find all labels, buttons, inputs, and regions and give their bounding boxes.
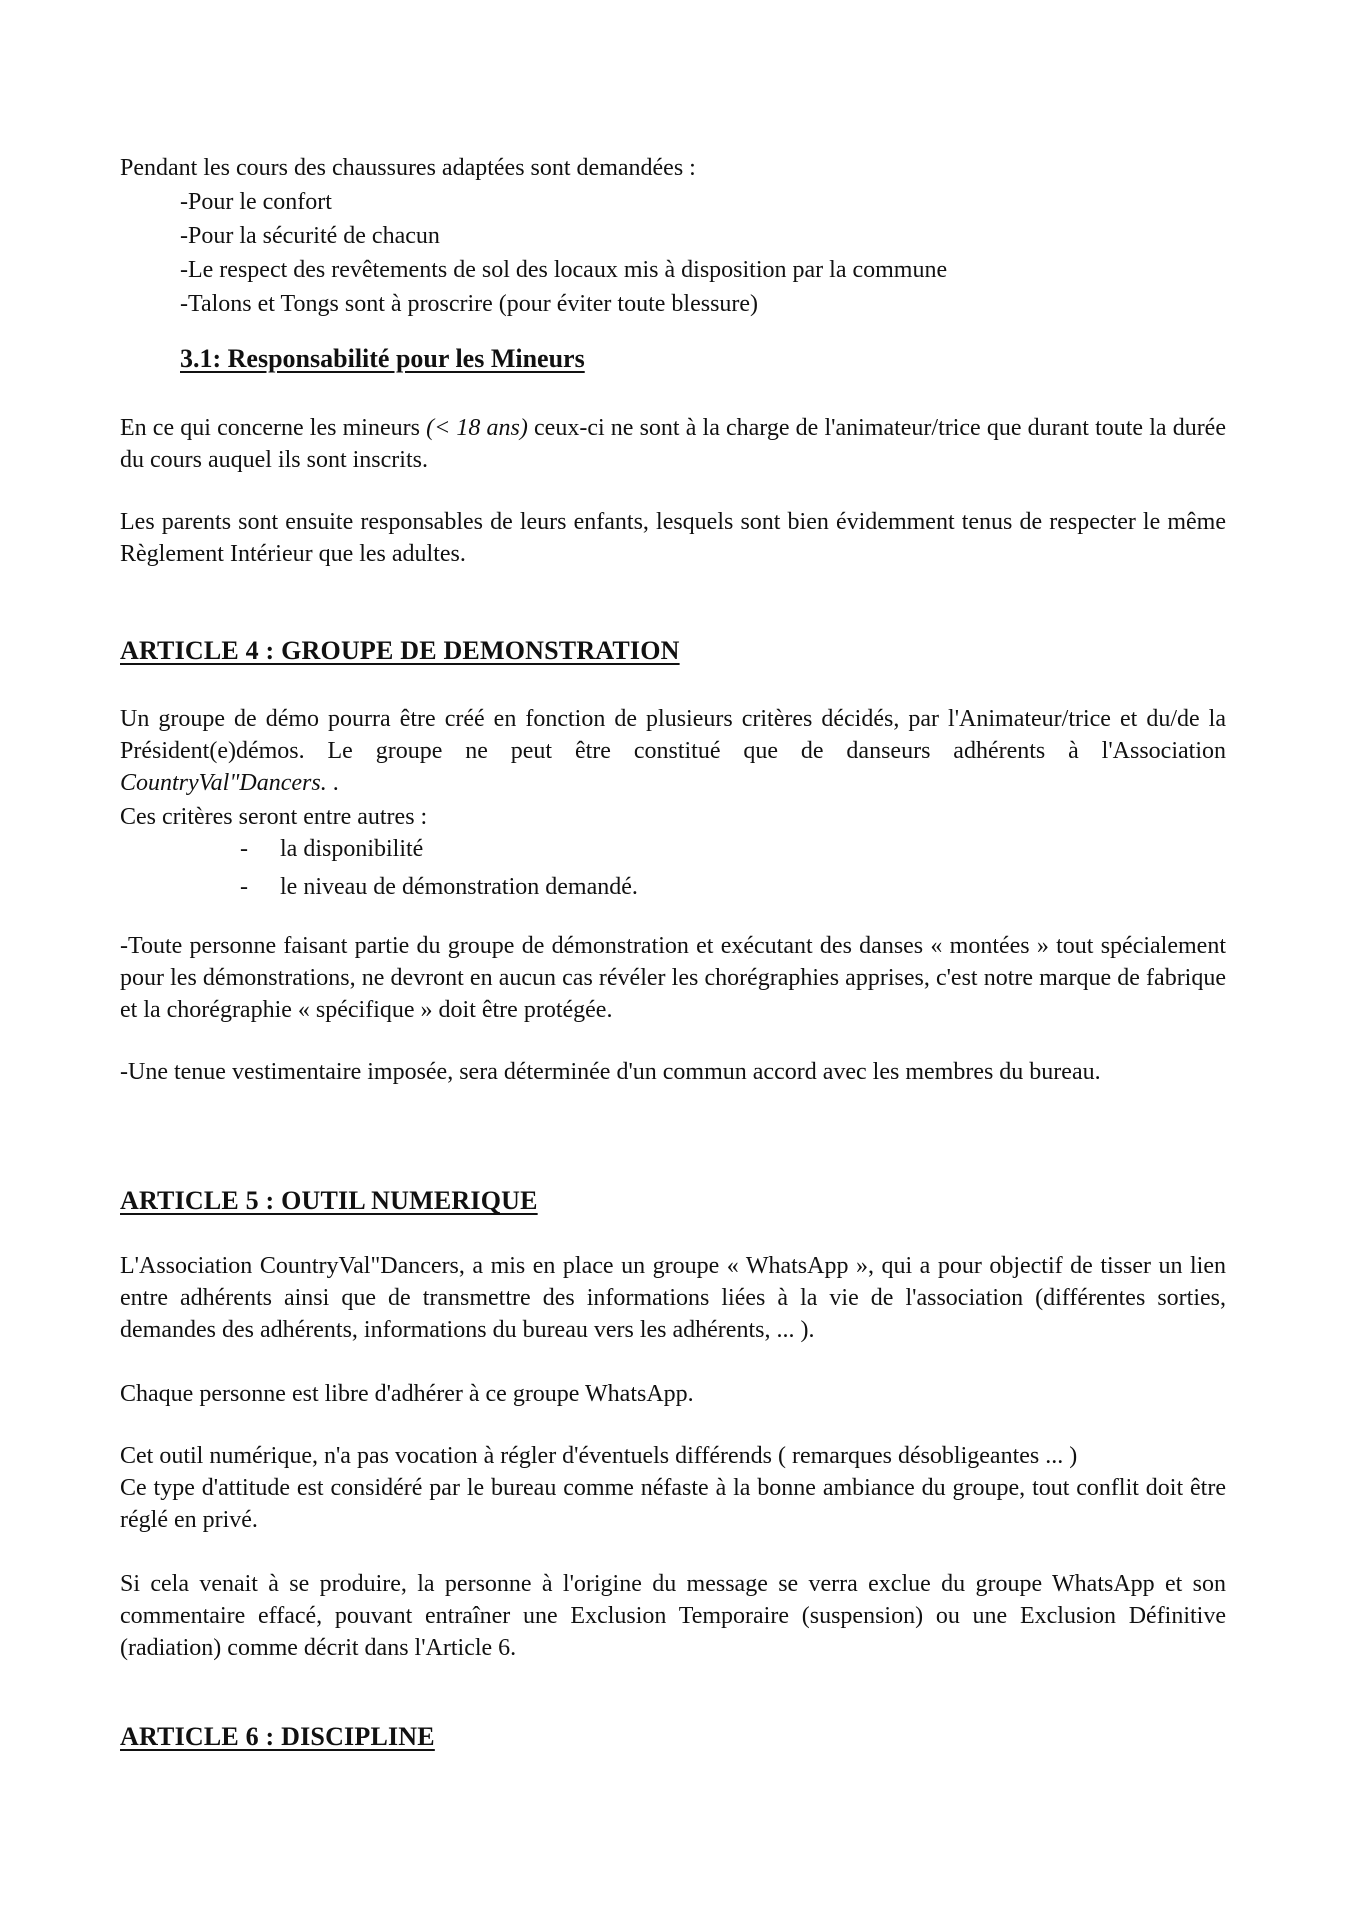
article-6-heading: ARTICLE 6 : DISCIPLINE [120, 1722, 435, 1751]
article-4-heading: ARTICLE 4 : GROUPE DE DEMONSTRATION [120, 636, 680, 665]
criteria-item [120, 833, 1226, 871]
text-span: . [326, 770, 339, 796]
text-span: En ce qui concerne les mineurs [120, 415, 427, 441]
exclusion-paragraph: Si cela venait à se produire, la personne à l'origine du message se verra exclue du groupe WhatsApp et son commentaire effacé, pouvant entraîner une Exclusion Temporaire (suspension) ou une Exclusion Définitive (radiation) comme décrit dans l'Article 6. [120, 1571, 1226, 1661]
text-span: Un groupe de démo pourra être créé en fonction de plusieurs critères décidés, par l'Animateur/trice et du/de la Président(e)démos. Le groupe ne peut être constitué que de danseurs adhérents à l'Association [120, 706, 1226, 764]
parents-paragraph: Les parents sont ensuite responsables de leurs enfants, lesquels sont bien évidemment tenus de respecter le même Règlement Intérieur que les adultes. [120, 509, 1226, 567]
demo-group-paragraph [120, 703, 1226, 799]
disputes-line: Cet outil numérique, n'a pas vocation à régler d'éventuels différends ( remarques désobligeantes ... ) [120, 1443, 1078, 1469]
dress-code-paragraph: -Une tenue vestimentaire imposée, sera déterminée d'un commun accord avec les membres du bureau. [120, 1059, 1101, 1085]
age-note: (< 18 ans) [426, 415, 528, 441]
article-5-heading: ARTICLE 5 : OUTIL NUMERIQUE [120, 1186, 538, 1215]
whatsapp-paragraph: L'Association CountryVal"Dancers, a mis en place un groupe « WhatsApp », qui a pour objectif de tisser un lien entre adhérents ainsi que de transmettre des informations liées à la vie de l'association (différentes sorties, demandes des adhérents, informations du bureau vers les adhérents, ... ). [120, 1253, 1226, 1343]
dash-bullet: - [240, 874, 248, 900]
dash-bullet: - [240, 836, 248, 862]
minors-paragraph [120, 412, 1226, 476]
demo-confidentiality-paragraph: -Toute personne faisant partie du groupe de démonstration et exécutant des danses « montées » tout spécialement pour les démonstrations, ne devront en aucun cas révéler les chorégraphies apprises, c'est notre marque de fabrique et la chorégraphie « spécifique » doit être protégée. [120, 933, 1226, 1023]
criteria-intro: Ces critères seront entre autres : [120, 804, 428, 830]
shoes-item-2: -Pour la sécurité de chacun [180, 223, 440, 249]
section-3-1-heading: 3.1: Responsabilité pour les Mineurs [180, 344, 585, 373]
text-span: ceux-ci ne sont à la charge de l'animateur/trice que durant toute la durée du cours auquel ils sont inscrits. [120, 415, 1226, 473]
shoes-item-4: -Talons et Tongs sont à proscrire (pour éviter toute blessure) [180, 291, 759, 317]
criteria-text: le niveau de démonstration demandé. [280, 874, 638, 900]
criteria-text: la disponibilité [280, 836, 424, 862]
criteria-list [120, 833, 1226, 909]
criteria-item [120, 871, 1226, 909]
shoes-item-3: -Le respect des revêtements de sol des locaux mis à disposition par la commune [180, 257, 948, 283]
whatsapp-membership: Chaque personne est libre d'adhérer à ce groupe WhatsApp. [120, 1381, 694, 1407]
attitude-paragraph: Ce type d'attitude est considéré par le bureau comme néfaste à la bonne ambiance du groupe, tout conflit doit être réglé en privé. [120, 1475, 1226, 1533]
shoes-intro: Pendant les cours des chaussures adaptées sont demandées : [120, 155, 696, 181]
association-name: CountryVal"Dancers. [120, 770, 327, 796]
shoes-item-1: -Pour le confort [180, 189, 332, 215]
